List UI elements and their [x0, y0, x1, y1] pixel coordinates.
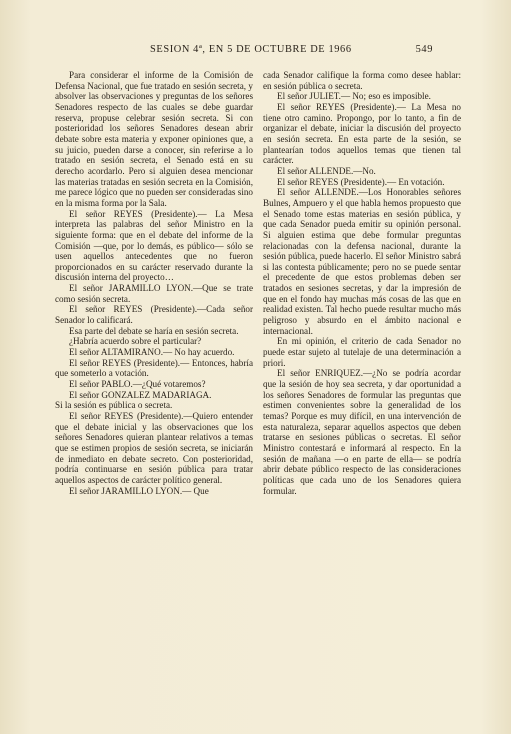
paragraph: cada Senador califique la forma como desee hablar: en sesión pública o secreta. — [263, 70, 461, 91]
paragraph: El señor JARAMILLO LYON.—Que se trate como sesión secreta. — [55, 283, 253, 304]
paragraph: Para considerar el informe de la Comisión de Defensa Nacional, que fue tratado en sesión secreta, y absolver las observaciones y preguntas de los señores Senadores respecto de las cuales se debe guardar reserva, propuse celebrar sesión secreta. Si con posterioridad los señores Senadores desean abrir debate sobre esta materia y exponer opiniones que, a su juicio, pueden darse a conocer, sin referirse a lo tratado en sesión secreta, el Senado está en su derecho acordarlo. Pero si alguien desea mencionar las materias tratadas en sesión secreta en la Comisión, me parece lógico que no pueden ser consideradas sino en la misma forma por la Sala. — [55, 70, 253, 208]
paragraph: ¿Habría acuerdo sobre el particular? — [69, 336, 202, 347]
paragraph: El señor REYES (Presidente).— La Mesa interpreta las palabras del señor Ministro en la siguiente forma: que en el debate del informe de la Comisión —que, por lo demás, es público— sólo se usen aquellos antecedentes que no fueron proporcionados en su carácter reservado durante la discusión interna del proyecto… — [55, 208, 253, 283]
paragraph: El señor JULIET.— No; eso es imposible. — [277, 91, 431, 102]
paragraph: El señor PABLO.—¿Qué votaremos? — [69, 379, 206, 390]
paragraph: El señor REYES (Presidente).—Cada señor Senador lo calificará. — [55, 304, 253, 326]
paragraph: El señor ALLENDE.—Los Honorables señores Bulnes, Ampuero y el que habla hemos propuesto que el Senado tome estas materias en sesión pública, y que cada Senador pueda emitir su opinión personal. Si alguien estima que debe formular preguntas relacionadas con la defensa nacional, durante la sesión pública, puede hacerlo. El señor Ministro sabrá si las contesta públicamente; pero no se puede sentar el precedente de que estos problemas deben ser tratados en sesiones secretas, y dar la impresión de que en el fondo hay muchas más cosas de las que en realidad existen. Tal hecho puede resultar mucho más peligroso y absurdo en el ámbito nacional e internacional. — [263, 187, 461, 336]
paragraph: El señor REYES (Presidente).— La Mesa no tiene otro camino. Propongo, por lo tanto, a fin de organizar el debate, iniciar la discusión del proyecto en sesión secreta. En esta parte de la sesión, se plantearían todos aquellos temas que tienen tal carácter. — [263, 101, 461, 166]
paragraph: Esa parte del debate se haría en sesión secreta. — [69, 325, 239, 336]
paragraph: El señor ALLENDE.—No. — [277, 165, 376, 176]
paragraph: El señor ALTAMIRANO.— No hay acuerdo. — [69, 347, 235, 358]
paragraph: Si la sesión es pública o secreta. — [55, 400, 173, 411]
running-title: SESION 4ª, EN 5 DE OCTUBRE DE 1966 — [150, 44, 352, 55]
paragraph: El señor REYES (Presidente).— En votación. — [277, 176, 445, 187]
right-column — [263, 70, 461, 496]
page-number: 549 — [415, 44, 433, 55]
paragraph: El señor REYES (Presidente).— Entonces, habría que someterlo a votación. — [55, 357, 253, 379]
running-header — [150, 44, 433, 55]
paragraph: El señor JARAMILLO LYON.— Que — [69, 485, 209, 496]
paragraph: En mi opinión, el criterio de cada Senador no puede estar sujeto al tutelaje de una determinación a priori. — [263, 336, 461, 368]
paragraph: El señor REYES (Presidente).—Quiero entender que el debate inicial y las observaciones que los señores Senadores quieran plantear relativos a temas que se estimen propios de sesión secreta, se iniciarán de inmediato en debate secreto. Con posterioridad, podría continuarse en sesión pública para tratar aquellos aspectos de carácter político general. — [55, 411, 253, 485]
paragraph: El señor GONZALEZ MADARIAGA. — [69, 389, 212, 400]
left-column — [55, 70, 253, 496]
paragraph: El señor ENRIQUEZ.—¿No se podría acordar que la sesión de hoy sea secreta, y dar oportunidad a los señores Senadores de formular las preguntas que estimen convenientes sobre la generalidad de los temas? Porque es muy difícil, en una intervención de esta naturaleza, separar aquellos aspectos que deben tratarse en sesiones públicas o secretas. El señor Ministro contestará e informará al respecto. En la sesión de mañana —o en parte de ella— se podría abrir debate público respecto de las consideraciones políticas que cada uno de los Senadores quiera formular. — [263, 368, 461, 496]
